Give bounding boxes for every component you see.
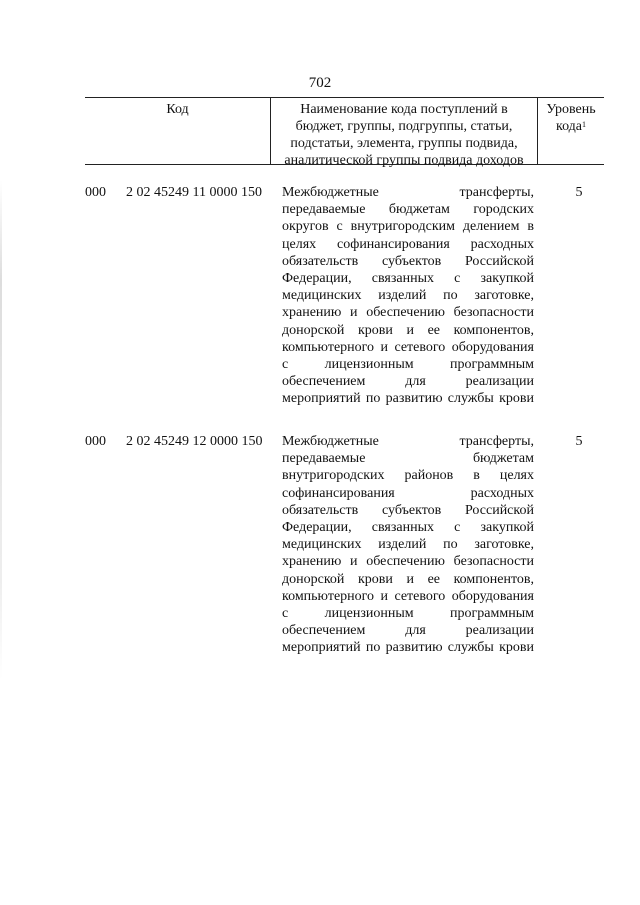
description-line: мероприятий по развитию службы крови — [282, 640, 534, 656]
description-line: округов с внутригородским делением в — [282, 219, 534, 235]
code-level: 5 — [575, 185, 583, 200]
header-level-label: кода — [555, 119, 583, 134]
admin-code: 000 — [85, 434, 106, 449]
description-line: Межбюджетные трансферты, — [282, 185, 534, 200]
header-level — [538, 98, 604, 164]
description-line: компьютерного и сетевого оборудования — [282, 588, 534, 604]
description-line: донорской крови и ее компонентов, — [282, 322, 534, 338]
footnote-marker: 1 — [582, 120, 587, 129]
header-name — [270, 98, 538, 168]
description-line: передаваемые бюджетам городских — [282, 202, 534, 218]
description-line: передаваемые бюджетам — [282, 451, 534, 467]
description-line: компьютерного и сетевого оборудования — [282, 339, 534, 355]
revenue-code: 2 02 45249 11 0000 150 — [126, 185, 262, 200]
revenue-description — [282, 184, 534, 407]
description-line: медицинских изделий по заготовке, — [282, 537, 534, 553]
table-header — [85, 97, 604, 168]
header-name-line: аналитической группы подвида доходов — [284, 153, 524, 168]
header-code: Код — [166, 102, 189, 117]
description-line: обязательств субъектов Российской — [282, 253, 534, 269]
description-line: донорской крови и ее компонентов, — [282, 571, 534, 587]
page-number: 702 — [308, 75, 332, 91]
description-line: обеспечением для реализации — [282, 374, 534, 390]
description-line: Межбюджетные трансферты, — [282, 434, 534, 449]
description-line: хранению и обеспечению безопасности — [282, 305, 534, 321]
description-line: обеспечением для реализации — [282, 623, 534, 639]
description-line: с лицензионным программным — [282, 356, 534, 372]
description-line: внутригородских районов в целях — [282, 468, 534, 484]
header-name-line: бюджет, группы, подгруппы, статьи, — [295, 119, 513, 134]
description-line: с лицензионным программным — [282, 605, 534, 621]
header-name-line: подстатьи, элемента, группы подвида, — [290, 136, 518, 151]
header-level-line2 — [538, 118, 604, 135]
scan-edge-artifact — [0, 180, 2, 680]
description-line: мероприятий по развитию службы крови — [282, 391, 534, 407]
admin-code: 000 — [85, 185, 106, 200]
revenue-code: 2 02 45249 12 0000 150 — [126, 434, 263, 449]
description-line: медицинских изделий по заготовке, — [282, 288, 534, 304]
description-line: Федерации, связанных с закупкой — [282, 270, 534, 286]
header-level-line1: Уровень — [546, 102, 596, 117]
description-line: хранению и обеспечению безопасности — [282, 554, 534, 570]
code-level: 5 — [575, 434, 583, 449]
revenue-description — [282, 433, 534, 656]
header-name-line: Наименование кода поступлений в — [300, 102, 508, 117]
description-line: целях софинансирования расходных — [282, 236, 534, 252]
description-line: софинансирования расходных — [282, 485, 534, 501]
description-line: обязательств субъектов Российской — [282, 502, 534, 518]
description-line: Федерации, связанных с закупкой — [282, 519, 534, 535]
